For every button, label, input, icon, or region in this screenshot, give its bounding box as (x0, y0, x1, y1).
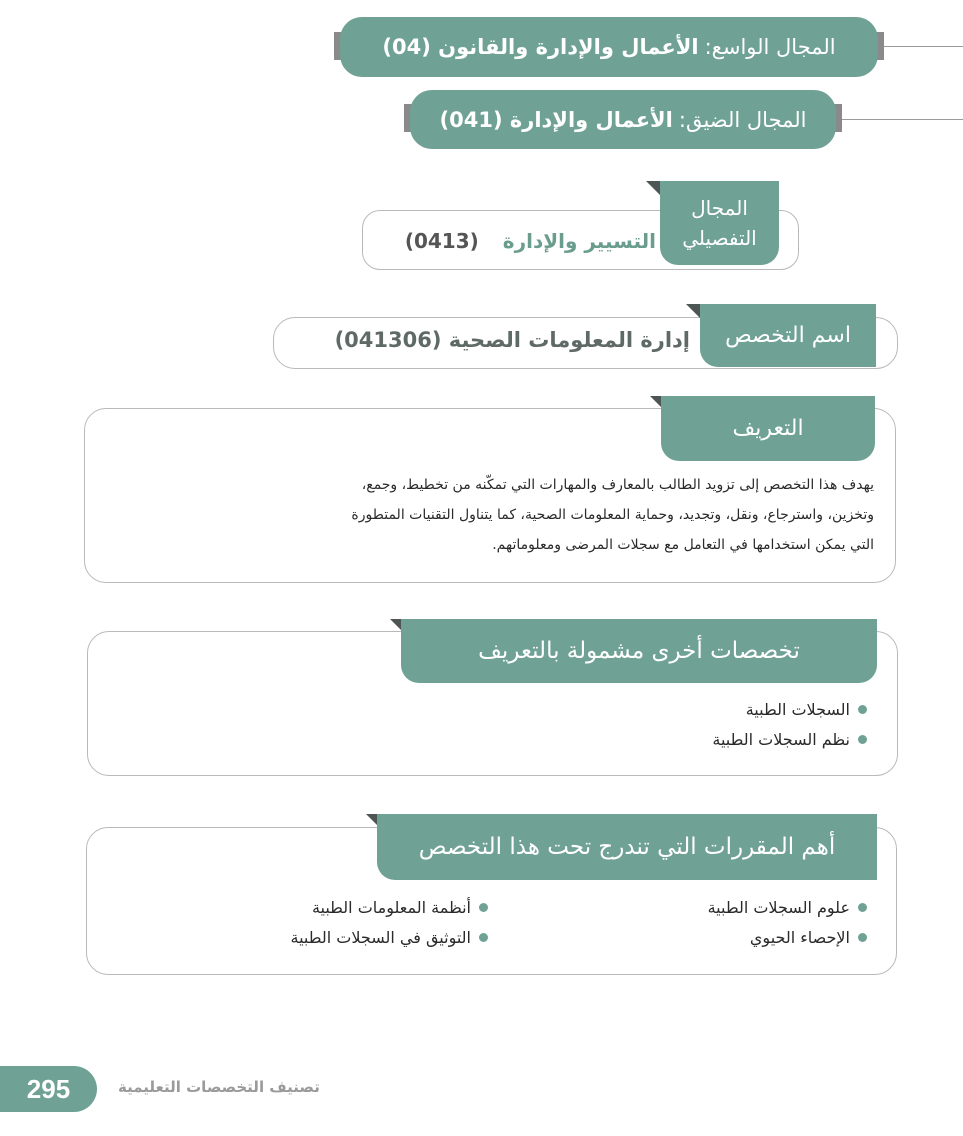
list-item (708, 922, 867, 952)
broad-field-label: المجال الواسع: (704, 35, 836, 59)
detailed-field-name: التسيير والإدارة (502, 229, 656, 253)
broad-field-pill (340, 17, 878, 77)
other-specializations-title: تخصصات أخرى مشمولة بالتعريف (478, 638, 800, 664)
list-item (712, 724, 867, 754)
specialization-label-tab (700, 304, 876, 367)
list-item (712, 694, 867, 724)
other-specializations-list (712, 694, 867, 754)
narrow-field-value: الأعمال والإدارة (041) (439, 107, 673, 132)
definition-text (98, 470, 874, 560)
footer-title: تصنيف التخصصات التعليمية (118, 1078, 320, 1096)
narrow-field-label: المجال الضيق: (678, 107, 807, 132)
list-item-label: نظم السجلات الطبية (712, 729, 850, 749)
connector-line (838, 119, 963, 120)
detailed-field-label-line2: التفصيلي (682, 226, 757, 250)
list-item-label: السجلات الطبية (745, 699, 850, 719)
detailed-field-label-line1: المجال (691, 196, 748, 220)
definition-line: التي يمكن استخدامها في التعامل مع سجلات المرضى ومعلوماتهم. (492, 537, 874, 553)
bullet-dot (858, 903, 867, 912)
bullet-dot (858, 705, 867, 714)
definition-line: يهدف هذا التخصص إلى تزويد الطالب بالمعارف والمهارات التي تمكّنه من تخطيط، وجمع، (361, 477, 874, 493)
detailed-field-value (376, 227, 656, 255)
detailed-field-label-tab (660, 181, 779, 265)
bullet-dot (479, 903, 488, 912)
tab-corner (646, 181, 660, 195)
definition-title-tab (661, 396, 875, 461)
page-number: 295 (0, 1066, 97, 1112)
detailed-field-code: (0413) (404, 229, 479, 253)
narrow-field-pill (410, 90, 836, 149)
list-item (708, 892, 867, 922)
list-item-label: علوم السجلات الطبية (707, 897, 850, 917)
courses-left-column (291, 892, 489, 952)
other-specializations-title-tab (401, 619, 877, 683)
list-item-label: أنظمة المعلومات الطبية (311, 897, 471, 917)
bullet-dot (858, 735, 867, 744)
courses-right-column (708, 892, 867, 952)
list-item (291, 922, 489, 952)
courses-title: أهم المقررات التي تندرج تحت هذا التخصص (418, 834, 836, 860)
specialization-value: إدارة المعلومات الصحية (041306) (334, 328, 690, 352)
list-item (291, 892, 489, 922)
definition-line: وتخزين، واسترجاع، ونقل، وتجديد، وحماية المعلومات الصحية، كما يتناول التقنيات المتطورة (351, 507, 874, 523)
list-item-label: الإحصاء الحيوي (749, 927, 850, 947)
specialization-label: اسم التخصص (725, 323, 851, 348)
bullet-dot (479, 933, 488, 942)
tab-corner (686, 304, 700, 318)
bullet-dot (858, 933, 867, 942)
list-item-label: التوثيق في السجلات الطبية (290, 927, 471, 947)
courses-title-tab (377, 814, 877, 880)
definition-title: التعريف (732, 416, 804, 441)
broad-field-value: الأعمال والإدارة والقانون (04) (382, 35, 699, 59)
